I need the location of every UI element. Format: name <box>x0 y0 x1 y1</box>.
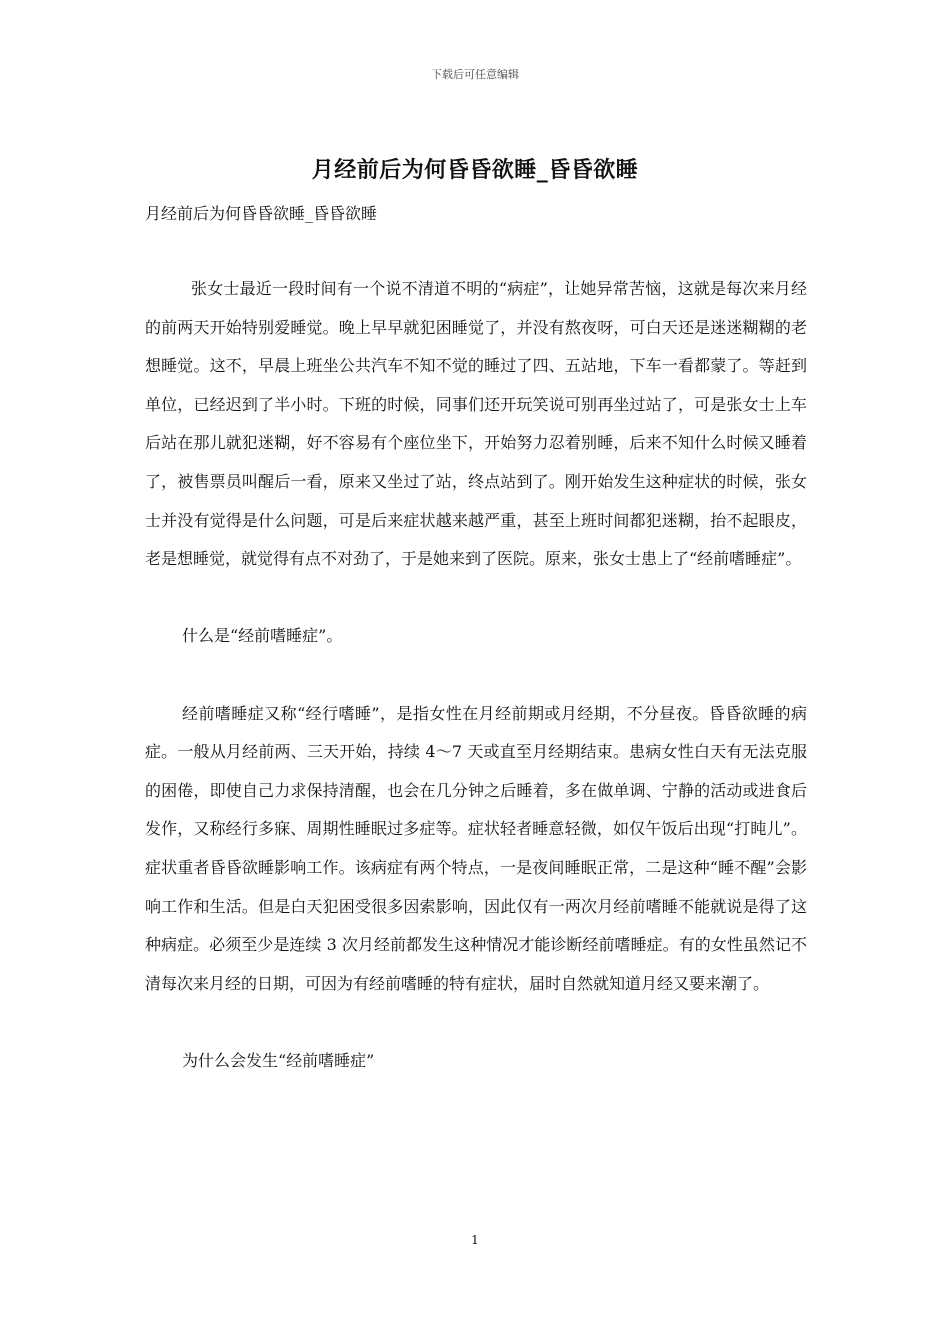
section-heading-why: 为什么会发生“经前嗜睡症” <box>182 1050 375 1070</box>
header-note: 下载后可任意编辑 <box>431 68 519 81</box>
document-title: 月经前后为何昏昏欲睡_昏昏欲睡 <box>311 158 639 183</box>
document-subtitle: 月经前后为何昏昏欲睡_昏昏欲睡 <box>145 204 378 223</box>
page-number: 1 <box>471 1233 479 1247</box>
document-body <box>145 270 807 1080</box>
paragraph-intro: 张女士最近一段时间有一个说不清道不明的“病症”，让她异常苦恼，这就是每次来月经的前两天开始特别爱睡觉。晚上早早就犯困睡觉了，并没有熬夜呀，可白天还是迷迷糊糊的老想睡觉。这不，早晨上班坐公共汽车不知不觉的睡过了四、五站地，下车一看都蒙了。等赶到单位，已经迟到了半小时。下班的时候，同事们还开玩笑说可别再坐过站了，可是张女士上车后站在那儿就犯迷糊，好不容易有个座位坐下，开始努力忍着别睡，后来不知什么时候又睡着了，被售票员叫醒后一看，原来又坐过了站，终点站到了。刚开始发生这种症状的时候，张女士并没有觉得是什么问题，可是后来症状越来越严重，甚至上班时间都犯迷糊，抬不起眼皮，老是想睡觉，就觉得有点不对劲了，于是她来到了医院。原来，张女士患上了“经前嗜睡症”。 <box>145 279 807 569</box>
paragraph-definition: 经前嗜睡症又称“经行嗜睡”，是指女性在月经前期或月经期，不分昼夜。昏昏欲睡的病症。一般从月经前两、三天开始，持续 4～7 天或直至月经期结束。患病女性白天有无法克服的困倦，即使自己力求保持清醒，也会在几分钟之后睡着，多在做单调、宁静的活动或进食后发作，又称经行多寐、周期性睡眠过多症等。症状轻者睡意轻微，如仅午饭后出现“打盹儿”。症状重者昏昏欲睡影响工作。该病症有两个特点，一是夜间睡眠正常，二是这种“睡不醒”会影响工作和生活。但是白天犯困受很多因索影响，因此仅有一两次月经前嗜睡不能就说是得了这种病症。必须至少是连续 3 次月经前都发生这种情况才能诊断经前嗜睡症。有的女性虽然记不清每次来月经的日期，可因为有经前嗜睡的特有症状，届时自然就知道月经又要来潮了。 <box>145 703 807 993</box>
section-heading-what-is: 什么是“经前嗜睡症”。 <box>182 626 343 646</box>
